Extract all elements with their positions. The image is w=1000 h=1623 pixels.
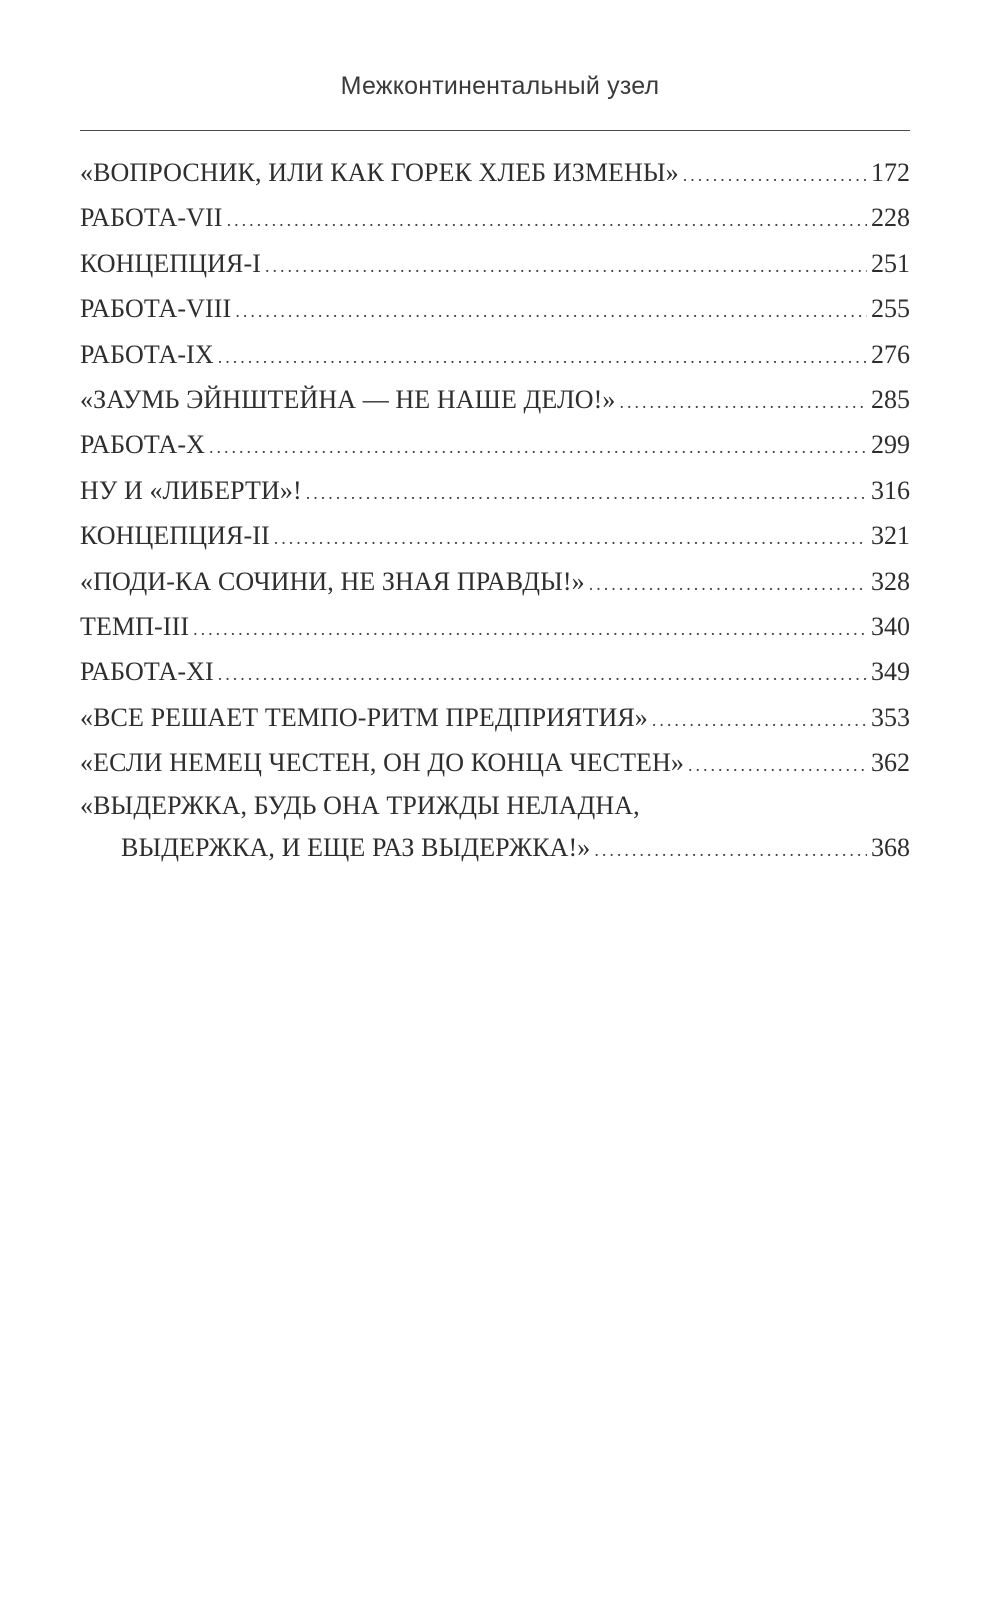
toc-entry[interactable]: [80, 195, 910, 240]
toc-entry-title: «ВСЕ РЕШАЕТ ТЕМПО-РИТМ ПРЕДПРИЯТИЯ»: [80, 702, 648, 732]
toc-entry-title: КОНЦЕПЦИЯ-II: [80, 521, 270, 551]
toc-entry-page: 299: [871, 430, 910, 460]
toc-entry-page: 362: [871, 748, 910, 778]
dot-leader: [652, 698, 867, 743]
toc-entry-page: 340: [871, 611, 910, 641]
toc-entry-page: 328: [871, 566, 910, 596]
toc-entry-title: ТЕМП-III: [80, 611, 190, 641]
toc-entry-title: «ВОПРОСНИК, ИЛИ КАК ГОРЕК ХЛЕБ ИЗМЕНЫ»: [80, 158, 679, 187]
toc-entry-page: 276: [871, 339, 910, 369]
toc-entry[interactable]: [80, 604, 910, 649]
toc-entry[interactable]: [80, 513, 910, 558]
toc-entry-page: 172: [871, 158, 910, 187]
toc-entry-page: 349: [871, 657, 910, 687]
toc-entry[interactable]: [80, 695, 910, 740]
dot-leader: [227, 198, 867, 243]
dot-leader: [589, 562, 867, 607]
running-head: Межконтинентальный узел: [340, 72, 660, 100]
toc-entry-title: «ПОДИ-КА СОЧИНИ, НЕ ЗНАЯ ПРАВДЫ!»: [80, 566, 585, 596]
toc-entry[interactable]: [80, 422, 910, 467]
toc-entry[interactable]: [80, 649, 910, 694]
dot-leader: [235, 289, 867, 334]
toc-entry-title: «ЗАУМЬ ЭЙНШТЕЙНА — НЕ НАШЕ ДЕЛО!»: [80, 384, 616, 414]
dot-leader: [594, 829, 867, 871]
toc-entry-title: РАБОТА-VII: [80, 203, 223, 233]
header-rule: [80, 130, 910, 131]
toc-entry-page: 316: [871, 475, 910, 505]
toc-entry-title: РАБОТА-VIII: [80, 294, 232, 324]
toc-entry-page: 285: [871, 384, 910, 414]
toc-entry-title-line1: «ВЫДЕРЖКА, БУДЬ ОНА ТРИЖДЫ НЕЛАДНА,: [80, 791, 640, 821]
toc-entry-page: 228: [871, 203, 910, 233]
toc-entry-title-line2: ВЫДЕРЖКА, И ЕЩЕ РАЗ ВЫДЕРЖКА!»: [121, 833, 591, 863]
dot-leader: [193, 607, 867, 652]
dot-leader: [218, 335, 867, 380]
toc-entry-page: 321: [871, 521, 910, 551]
toc-entry[interactable]: [80, 286, 910, 331]
toc-entry-title: НУ И «ЛИБЕРТИ»!: [80, 475, 302, 505]
toc-entry[interactable]: [80, 150, 910, 195]
toc-entry[interactable]: [80, 559, 910, 604]
toc-entry-title: «ЕСЛИ НЕМЕЦ ЧЕСТЕН, ОН ДО КОНЦА ЧЕСТЕН»: [80, 748, 685, 778]
toc-entry[interactable]: [80, 468, 910, 513]
dot-leader: [265, 244, 867, 289]
toc-entry[interactable]: [80, 241, 910, 286]
toc-entry-title: РАБОТА-X: [80, 430, 206, 460]
toc-entry[interactable]: [80, 377, 910, 422]
dot-leader: [683, 153, 867, 198]
toc-entry-page: 255: [871, 294, 910, 324]
dot-leader: [306, 471, 867, 516]
table-of-contents: [80, 150, 910, 869]
toc-entry[interactable]: [80, 332, 910, 377]
dot-leader: [274, 516, 867, 561]
dot-leader: [619, 380, 867, 425]
toc-entry[interactable]: [80, 740, 910, 785]
toc-entry-title: РАБОТА-IX: [80, 339, 214, 369]
dot-leader: [218, 652, 867, 697]
toc-entry-title: РАБОТА-XI: [80, 657, 214, 687]
toc-entry-page: 251: [871, 248, 910, 278]
dot-leader: [209, 425, 867, 470]
dot-leader: [688, 743, 867, 788]
toc-entry-page: 368: [871, 833, 910, 863]
toc-entry[interactable]: [80, 785, 910, 869]
toc-entry-title: КОНЦЕПЦИЯ-I: [80, 248, 261, 278]
toc-entry-page: 353: [871, 702, 910, 732]
